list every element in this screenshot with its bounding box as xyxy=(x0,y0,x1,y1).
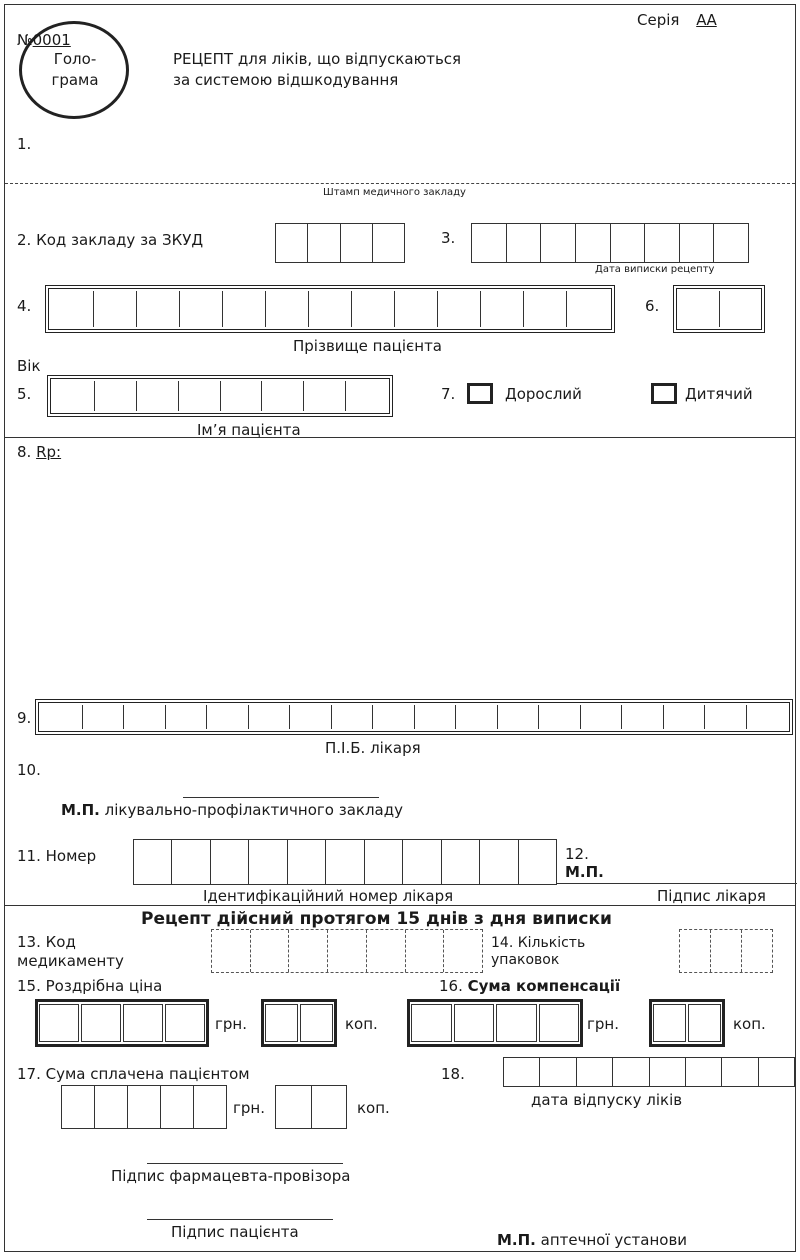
doctor-signature-caption: Підпис лікаря xyxy=(657,887,766,905)
patient-name-box[interactable] xyxy=(178,381,220,411)
paid-uah-box[interactable] xyxy=(127,1086,160,1128)
doctor-name-caption: П.І.Б. лікаря xyxy=(325,739,421,757)
field-13-line1: 13. Код xyxy=(17,933,76,951)
patient-surname-boxes[interactable] xyxy=(45,285,615,333)
dispense-date-boxes[interactable] xyxy=(503,1057,795,1087)
patient-name-box[interactable] xyxy=(261,381,303,411)
field-7-label: 7. xyxy=(441,385,456,403)
doctor-id-box[interactable] xyxy=(402,840,440,884)
compensation-uah-box[interactable] xyxy=(539,1004,580,1042)
pharmacy-mp-bold: М.П. xyxy=(497,1231,536,1249)
patient-surname-caption: Прізвище пацієнта xyxy=(293,337,443,355)
issue-date-box[interactable] xyxy=(575,224,610,262)
patient-surname-box[interactable] xyxy=(351,291,394,327)
retail-price-uah-boxes[interactable] xyxy=(35,999,209,1047)
patient-name-box[interactable] xyxy=(94,381,136,411)
doctor-id-box[interactable] xyxy=(364,840,402,884)
patient-surname-box[interactable] xyxy=(179,291,222,327)
doctor-id-box[interactable] xyxy=(134,840,171,884)
retail-price-uah-box[interactable] xyxy=(81,1004,121,1042)
field-5-label: 5. xyxy=(17,385,32,403)
drug-code-box[interactable] xyxy=(366,930,405,972)
mp-bold: М.П. xyxy=(61,801,100,819)
institution-code-box[interactable] xyxy=(307,224,339,262)
doctor-id-box[interactable] xyxy=(441,840,479,884)
doctor-id-box[interactable] xyxy=(171,840,209,884)
packages-count-box[interactable] xyxy=(741,930,772,972)
compensation-uah-boxes[interactable] xyxy=(407,999,583,1047)
stamp-caption: Штамп медичного закладу xyxy=(323,187,466,198)
patient-signature-line[interactable] xyxy=(147,1219,333,1220)
doctor-id-caption: Ідентифікаційний номер лікаря xyxy=(203,887,454,905)
section-divider-pharmacy xyxy=(5,905,795,906)
doctor-name-box[interactable] xyxy=(123,705,165,729)
doctor-name-box[interactable] xyxy=(621,705,663,729)
dispense-date-caption: дата відпуску ліків xyxy=(531,1091,683,1109)
doctor-id-box[interactable] xyxy=(210,840,248,884)
patient-surname-box[interactable] xyxy=(51,291,93,327)
institution-code-box[interactable] xyxy=(276,224,307,262)
patient-surname-box[interactable] xyxy=(394,291,437,327)
field-11-label: 11. Номер xyxy=(17,847,97,865)
series-field xyxy=(637,11,729,29)
field-1-label: 1. xyxy=(17,135,32,153)
doctor-name-box[interactable] xyxy=(372,705,414,729)
retail-price-kop-boxes[interactable] xyxy=(261,999,337,1047)
drug-code-box[interactable] xyxy=(443,930,482,972)
form-title xyxy=(173,49,461,91)
issue-date-box[interactable] xyxy=(679,224,714,262)
packages-count-box[interactable] xyxy=(680,930,710,972)
number-prefix: № xyxy=(17,31,33,49)
paid-uah-boxes[interactable] xyxy=(61,1085,227,1129)
issue-date-caption: Дата виписки рецепту xyxy=(595,264,715,275)
compensation-uah-unit: грн. xyxy=(587,1015,619,1033)
compensation-uah-box[interactable] xyxy=(411,1004,452,1042)
issue-date-box[interactable] xyxy=(506,224,541,262)
field-8-number: 8. xyxy=(17,443,32,461)
doctor-id-box[interactable] xyxy=(518,840,556,884)
prescription-form xyxy=(4,4,796,1252)
institution-code-box[interactable] xyxy=(340,224,372,262)
doctor-signature-line[interactable] xyxy=(557,883,797,884)
packages-count-boxes[interactable] xyxy=(679,929,773,973)
field-12-label: 12. xyxy=(565,845,589,863)
validity-notice: Рецепт дійсний протягом 15 днів з дня виписки xyxy=(141,909,612,929)
series-value: АА xyxy=(696,11,717,29)
dispense-date-box[interactable] xyxy=(612,1058,648,1086)
prescription-area[interactable] xyxy=(41,467,781,695)
number-field xyxy=(17,31,71,49)
retail-price-uah-box[interactable] xyxy=(39,1004,79,1042)
field-15-label: 15. Роздрібна ціна xyxy=(17,977,163,995)
child-label: Дитячий xyxy=(685,385,753,403)
retail-price-uah-box[interactable] xyxy=(123,1004,163,1042)
doctor-id-box[interactable] xyxy=(325,840,363,884)
drug-code-box[interactable] xyxy=(212,930,250,972)
stamp-divider xyxy=(5,183,795,184)
patient-signature-caption: Підпис пацієнта xyxy=(171,1223,299,1241)
retail-price-uah-box[interactable] xyxy=(165,1004,205,1042)
issue-date-box[interactable] xyxy=(644,224,679,262)
paid-uah-box[interactable] xyxy=(62,1086,94,1128)
compensation-uah-box[interactable] xyxy=(454,1004,495,1042)
paid-kop-unit: коп. xyxy=(357,1099,390,1117)
patient-name-box[interactable] xyxy=(136,381,178,411)
paid-uah-box[interactable] xyxy=(193,1086,226,1128)
doctor-id-boxes[interactable] xyxy=(133,839,557,885)
patient-name-box[interactable] xyxy=(220,381,262,411)
issue-date-box[interactable] xyxy=(472,224,506,262)
mp-institution: лікувально-профілактичного закладу xyxy=(104,801,403,819)
doctor-name-box[interactable] xyxy=(41,705,82,729)
patient-surname-box[interactable] xyxy=(265,291,308,327)
field-9-label: 9. xyxy=(17,709,32,727)
rp-label: Rp: xyxy=(36,443,62,461)
retail-price-uah-unit: грн. xyxy=(215,1015,247,1033)
doctor-name-boxes[interactable] xyxy=(35,699,793,735)
patient-name-box[interactable] xyxy=(345,381,387,411)
pharmacy-mp-text: аптечної установи xyxy=(540,1231,688,1249)
pharmacist-signature-caption: Підпис фармацевта-провізора xyxy=(111,1167,351,1185)
doctor-name-box[interactable] xyxy=(455,705,497,729)
dispense-date-box[interactable] xyxy=(649,1058,685,1086)
doctor-name-box[interactable] xyxy=(414,705,456,729)
compensation-kop-box[interactable] xyxy=(688,1004,721,1042)
retail-price-kop-unit: коп. xyxy=(345,1015,378,1033)
doctor-name-box[interactable] xyxy=(746,705,788,729)
field-18-label: 18. xyxy=(441,1065,465,1083)
issue-date-box[interactable] xyxy=(610,224,645,262)
field-13-line2: медикаменту xyxy=(17,952,124,970)
doctor-name-box[interactable] xyxy=(82,705,124,729)
patient-name-caption: Ім’я пацієнта xyxy=(197,421,301,439)
drug-code-box[interactable] xyxy=(250,930,289,972)
pharmacist-signature-line[interactable] xyxy=(147,1163,343,1164)
compensation-kop-unit: коп. xyxy=(733,1015,766,1033)
title-line1: РЕЦЕПТ для ліків, що відпускаються xyxy=(173,50,462,68)
field-4-label: 4. xyxy=(17,297,32,315)
field-16-number: 16. xyxy=(439,977,463,995)
retail-price-kop-box[interactable] xyxy=(265,1004,298,1042)
issue-date-boxes[interactable] xyxy=(471,223,749,263)
adult-checkbox[interactable] xyxy=(467,383,493,404)
drug-code-box[interactable] xyxy=(405,930,444,972)
patient-name-box[interactable] xyxy=(303,381,345,411)
patient-age-box[interactable] xyxy=(719,291,760,327)
doctor-name-box[interactable] xyxy=(580,705,622,729)
dispense-date-box[interactable] xyxy=(721,1058,757,1086)
doctor-name-box[interactable] xyxy=(497,705,539,729)
field-17-label: 17. Сума сплачена пацієнтом xyxy=(17,1065,250,1083)
field-3-label: 3. xyxy=(441,229,456,247)
field-6-label: 6. xyxy=(645,297,660,315)
number-value: 0001 xyxy=(32,31,71,49)
hologram-line1: Голо- xyxy=(53,50,97,68)
field-16-title: Сума компенсації xyxy=(467,977,621,995)
field-10-label: 10. xyxy=(17,761,41,779)
field-13-label xyxy=(17,933,124,971)
issue-date-box[interactable] xyxy=(540,224,575,262)
field-14-line2: упаковок xyxy=(491,952,560,968)
pharmacy-seal-label xyxy=(497,1231,687,1249)
patient-surname-box[interactable] xyxy=(523,291,566,327)
institution-code-box[interactable] xyxy=(372,224,404,262)
doctor-name-box[interactable] xyxy=(206,705,248,729)
patient-surname-box[interactable] xyxy=(480,291,523,327)
hologram-text xyxy=(35,49,115,91)
age-label: Вік xyxy=(17,357,41,375)
doctor-name-box[interactable] xyxy=(704,705,746,729)
doctor-name-box[interactable] xyxy=(165,705,207,729)
dispense-date-box[interactable] xyxy=(504,1058,539,1086)
field-12-mp: М.П. xyxy=(565,863,604,881)
patient-surname-box[interactable] xyxy=(136,291,179,327)
field-14-line1: 14. Кількість xyxy=(491,935,586,951)
dispense-date-box[interactable] xyxy=(539,1058,575,1086)
doctor-name-box[interactable] xyxy=(538,705,580,729)
doctor-name-box[interactable] xyxy=(663,705,705,729)
institution-seal-label xyxy=(61,801,403,819)
patient-surname-box[interactable] xyxy=(308,291,351,327)
paid-uah-unit: грн. xyxy=(233,1099,265,1117)
patient-surname-box[interactable] xyxy=(222,291,265,327)
dispense-date-box[interactable] xyxy=(576,1058,612,1086)
series-label: Серія xyxy=(637,11,680,29)
field-14-label xyxy=(491,935,585,969)
patient-name-box[interactable] xyxy=(53,381,94,411)
title-line2: за системою відшкодування xyxy=(173,71,399,89)
doctor-id-box[interactable] xyxy=(287,840,325,884)
doctor-name-box[interactable] xyxy=(289,705,331,729)
hologram-line2: грама xyxy=(51,71,99,89)
child-checkbox[interactable] xyxy=(651,383,677,404)
patient-surname-box[interactable] xyxy=(437,291,480,327)
doctor-name-box[interactable] xyxy=(248,705,290,729)
field-8-label xyxy=(17,443,61,461)
doctor-id-box[interactable] xyxy=(248,840,286,884)
field-2-label: 2. Код закладу за ЗКУД xyxy=(17,231,204,249)
field-16-label xyxy=(439,977,620,995)
institution-signature-line[interactable] xyxy=(183,797,379,798)
paid-uah-box[interactable] xyxy=(94,1086,127,1128)
drug-code-box[interactable] xyxy=(288,930,327,972)
patient-name-boxes[interactable] xyxy=(47,375,393,417)
packages-count-box[interactable] xyxy=(710,930,741,972)
patient-surname-box[interactable] xyxy=(566,291,609,327)
doctor-id-box[interactable] xyxy=(479,840,517,884)
dispense-date-box[interactable] xyxy=(685,1058,721,1086)
patient-surname-box[interactable] xyxy=(93,291,136,327)
issue-date-box[interactable] xyxy=(713,224,748,262)
section-divider-rp xyxy=(5,437,795,438)
compensation-kop-boxes[interactable] xyxy=(649,999,725,1047)
compensation-uah-box[interactable] xyxy=(496,1004,537,1042)
paid-uah-box[interactable] xyxy=(160,1086,193,1128)
dispense-date-box[interactable] xyxy=(758,1058,794,1086)
patient-age-box[interactable] xyxy=(679,291,719,327)
drug-code-box[interactable] xyxy=(327,930,366,972)
paid-kop-box[interactable] xyxy=(276,1086,311,1128)
compensation-kop-box[interactable] xyxy=(653,1004,686,1042)
adult-label: Дорослий xyxy=(505,385,582,403)
paid-kop-box[interactable] xyxy=(311,1086,347,1128)
retail-price-kop-box[interactable] xyxy=(300,1004,333,1042)
institution-code-boxes[interactable] xyxy=(275,223,405,263)
drug-code-boxes[interactable] xyxy=(211,929,483,973)
paid-kop-boxes[interactable] xyxy=(275,1085,347,1129)
doctor-name-box[interactable] xyxy=(331,705,373,729)
patient-age-boxes[interactable] xyxy=(673,285,765,333)
